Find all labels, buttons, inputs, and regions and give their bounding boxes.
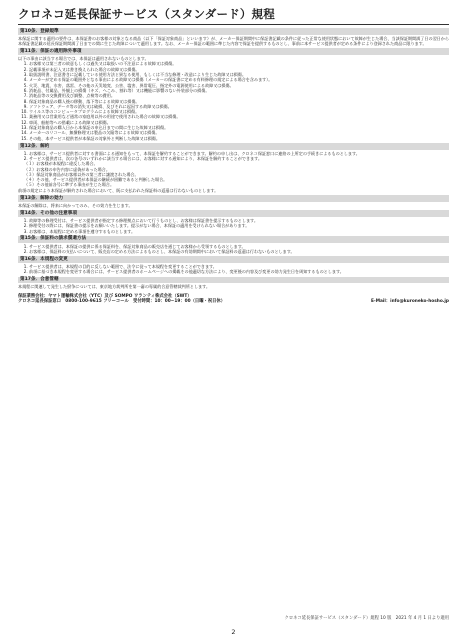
clause-item: 2. 記載事項が未記入又は書き換えられた場合の故障又は損傷。 (29, 67, 449, 72)
clause-item: 8. 保証対象商品の購入後の移動、落下等による故障又は損傷。 (29, 99, 449, 104)
section-paragraph: 本規程に関連して発生した紛争については、東京地方裁判所を第一審の専属的合意管轄裁判所とします。 (18, 284, 210, 290)
footer-text: クロネコ延長保証サービス（スタンダード）規程 10 版 2021 年 4 月 1 日より適用 (284, 616, 449, 621)
section (18, 256, 449, 274)
section-body (18, 36, 449, 47)
document-title: クロネコ延長保証サービス（スタンダード）規程 (18, 6, 449, 25)
clause-item: 15. その他、本サービス提供者が本保証の対象外と判断した故障又は損傷。 (29, 136, 449, 141)
clause-item: 2. 前項に基づき本規程を変更する場合には、サービス提供者のホームページへの掲載その他適切な方法により、変更後の内容及び変更の効力発生日を周知するものとします。 (29, 269, 449, 274)
document-page (18, 6, 449, 305)
clause-item: 12. 車両、船舶等への搭載による故障又は損傷。 (29, 120, 449, 125)
section-heading: 第12条．解約 (18, 143, 449, 150)
section (18, 48, 449, 141)
clause-item: 2. 修理受付の際には、保証書の提示をお願いいたします。提示がない場合、本保証の適用を受けられない場合があります。 (29, 223, 449, 228)
email-address[interactable]: E-Mail：info@kuroneko-hosho.jp (371, 299, 449, 305)
section-heading: 第17条．合意管轄 (18, 277, 449, 284)
clause-item: 7. 消耗品等の交換費用及び調整、点検等の費用。 (29, 93, 449, 98)
clause-list (18, 244, 449, 255)
subclause-item: （５）その他前各号に準ずる事由が生じた場合。 (24, 182, 115, 188)
section-heading: 第15条．保証料の請求償還方法 (18, 236, 449, 243)
section-body (18, 203, 449, 208)
clause-item: 1. サービス提供者は、本規程の目的に反しない範囲で、法令に従って本規程を変更することができます。 (29, 264, 449, 269)
section-intro: 以下の事由に該当する場合では、本保証は適用されないものとします。 (18, 56, 149, 62)
clause-item: 3. お客様は、本規程に定める事項を遵守するものとします。 (29, 229, 449, 234)
section (18, 277, 449, 290)
section-paragraph: 本保証の解除は、将来に向かってのみ、その効力を生じます。 (18, 202, 133, 208)
clause-item: 1. 故障等の修理受付は、サービス提供者が指定する修理拠点において行うものとし、お客様は保証書を提示するものとします。 (29, 218, 449, 223)
section-body (18, 151, 449, 193)
section-body (18, 218, 449, 234)
subclause-list (18, 161, 449, 187)
section-heading: 第16条．本規程の変更 (18, 256, 449, 263)
page-number: 2 (231, 628, 236, 636)
section-body (18, 244, 449, 255)
section-body (18, 284, 449, 289)
clause-item: 9. ソフトウェア、データ等の消失又は破損、及びそれに起因する故障又は損傷。 (29, 104, 449, 109)
section (18, 195, 449, 208)
clause-list (18, 218, 449, 234)
clause-item: 2. サービス提供者は、次の各号のいずれかに該当する場合には、お客様に対する通知により、本保証を解約することができます。 (29, 156, 449, 161)
section (18, 210, 449, 234)
clause-list (18, 151, 449, 162)
section-paragraph: 本保証に関する適用の要件は、本保証書のお客様の対象となる商品（以下「保証対象商品」といいます）が、メーカー保証期間中に保証書記載の条件に従った正常な使用状態において故障が生じた場合、当該保証期間満了日の翌日から本保証書記載の延長保証期間満了日までの間に生じた故障について適用します。なお、メーカー保証の範囲に準じた内容で保証を提供するものとし、事前に本サービス提供者が定める条件により登録された商品に限ります。 (18, 35, 449, 47)
subclause-item: （３）保証対象商品がお客様以外の第三者に譲渡された場合。 (24, 171, 139, 177)
section-heading: 第13条．解除の効力 (18, 195, 449, 202)
section-body (18, 56, 449, 141)
subclause-item: （２）お客様の申告内容に虚偽があった場合。 (24, 166, 110, 172)
section-body (18, 264, 449, 275)
section-heading: 第10条．登録規準 (18, 28, 449, 35)
clause-item: 14. メーカーのリコール、無償修理又は製品の欠陥等による故障又は損傷。 (29, 130, 449, 135)
section (18, 236, 449, 254)
clause-item: 1. お客様又は第三者の故意もしくは過失又は取扱いの不注意による故障又は損傷。 (29, 61, 449, 66)
clause-item: 1. サービス提供者は、本保証の提供に係る保証料を、保証対象商品の販売店を通じてお客様から受領するものとします。 (29, 244, 449, 249)
clause-item: 6. 消耗品、付属品、外観上の損傷（キズ、へこみ、割れ等）又は機能に影響のない外装部分の損傷。 (29, 88, 449, 93)
clause-item: 11. 業務用又は営業用など通常の家庭用以外の用途で使用された場合の故障又は損傷。 (29, 114, 449, 119)
contact-block (18, 294, 449, 305)
clause-list (18, 264, 449, 275)
clause-item: 5. 火災、地震、水害、落雷、その他の天災地変、公害、塩害、異常電圧、指定外の電源使用による故障又は損傷。 (29, 83, 449, 88)
section (18, 143, 449, 193)
clause-item: 10. ウイルス等のコンピュータプログラムによる故障又は損傷。 (29, 109, 449, 114)
section (18, 28, 449, 46)
subclause-item: （１）お客様が本規程に違反した場合。 (24, 161, 98, 167)
clause-item: 2. お客様は、保証料の支払いについて、販売店の定める方法によるものとし、本保証の有効期間中において保証料の返還は行わないものとします。 (29, 249, 449, 254)
contact-row (18, 299, 449, 305)
clause-item: 13. 保証対象商品の購入日から本保証の申込日までの間に生じた故障又は損傷。 (29, 125, 449, 130)
provider-line: 保証業務会社：ヤマト運輸株式会社（YTC）及び SOMPO ワランティ株式会社（SWT） (18, 293, 192, 299)
clause-list (18, 61, 449, 140)
subclause-item: （４）その他、サービス提供者が本保証の継続が困難であると判断した場合。 (24, 177, 168, 183)
section-note: 前項の規定により本保証が解約された場合において、既に支払われた保証料の返還は行わないものとします。 (18, 187, 219, 193)
clause-item: 4. メーカーが定める保証の範囲外となる事由による故障又は損傷（メーカーの保証書に定める有料修理の規定による場合を含みます）。 (29, 77, 449, 82)
sections-container (18, 28, 449, 290)
section-heading: 第14条．その他の注意事項 (18, 210, 449, 217)
clause-item: 1. お客様は、サービス提供者に対する書面による通知をもって、本保証を解約することができます。解約の申し出は、クロネコ保証窓口に連絡の上所定の手続きによるものとします。 (29, 151, 449, 156)
clause-item: 3. 取扱説明書、注意書きに記載している使用方法と異なる使用、もしくは不当な修理・改造により生じた故障又は損傷。 (29, 72, 449, 77)
section-heading: 第11条．保証の適用除外事項 (18, 48, 449, 55)
center-phone: クロネコ延長保証窓口 0800-100-9615 フリーコール 受付時間：10：00~19：00（日曜・祝日休） (18, 299, 226, 305)
